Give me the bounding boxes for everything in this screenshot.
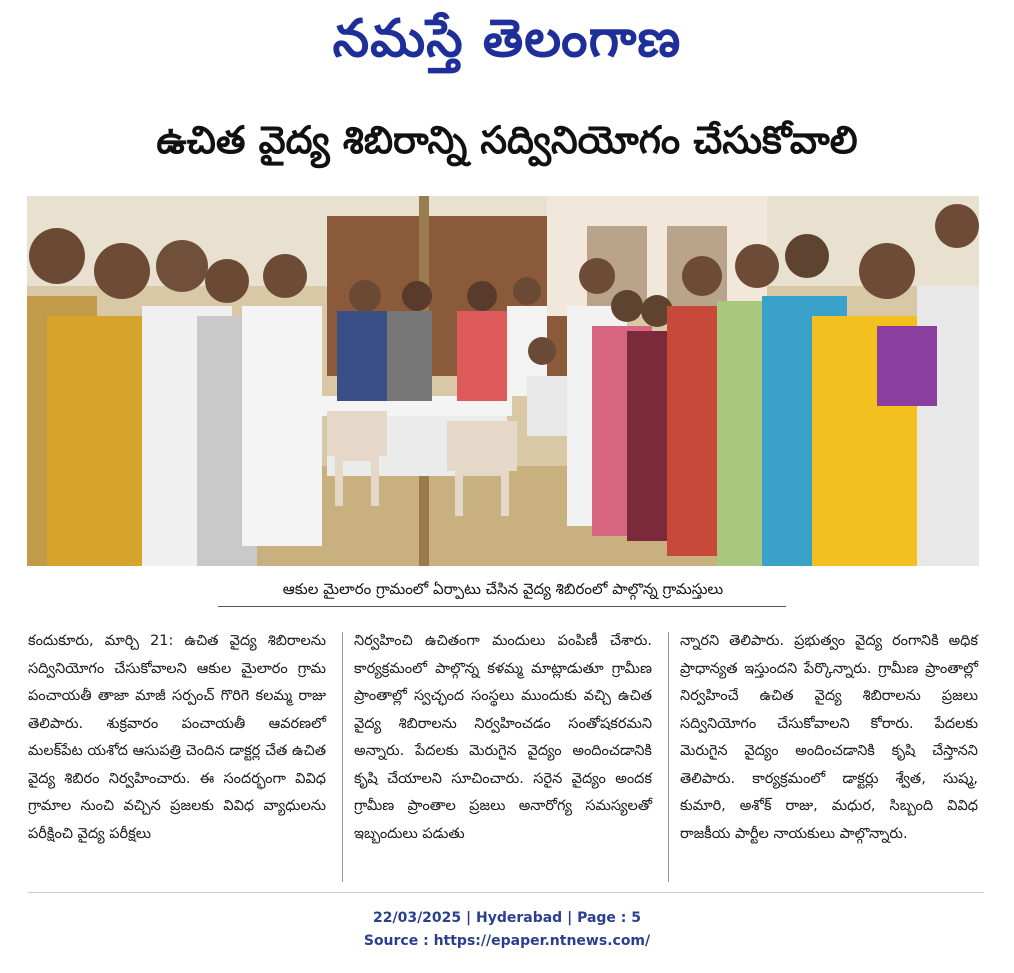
footer-dateline: 22/03/2025 | Hyderabad | Page : 5 (372, 910, 642, 926)
article-column-3: న్నారని తెలిపారు. ప్రభుత్వం వైద్య రంగానికి అధిక ప్రాధాన్యత ఇస్తుందని పేర్కొన్నారు. గ్రామీణ ప్రాంతాల్లో నిర్వహించే ఉచిత వైద్య శిబిరాలను ప్రజలు సద్వినియోగం చేసుకోవాలని కోరారు. పేదలకు మెరుగైన వైద్యం అందించడానికి కృషి చేస్తానని తెలిపారు. కార్యక్రమంలో డాక్టర్లు శ్వేత, సుష్మ, కుమారి, అశోక్ రాజు, మధుర, సిబ్బంది వివిధ రాజకీయ పార్టీల నాయకులు పాల్గొన్నారు. (680, 633, 978, 842)
footer-source-link[interactable]: Source : https://epaper.ntnews.com/ (363, 933, 651, 949)
photo-caption: ఆకుల మైలారం గ్రామంలో ఏర్పాటు చేసిన వైద్య శిబిరంలో పాల్గొన్న గ్రామస్తులు (282, 580, 724, 598)
caption-divider (218, 606, 786, 607)
column-divider (668, 632, 669, 882)
masthead-logo: నమస్తే తెలంగాణ (332, 8, 682, 69)
footer-divider (28, 892, 984, 893)
article-column-1: కందుకూరు, మార్చి 21: ఉచిత వైద్య శిబిరాలను సద్వినియోగం చేసుకోవాలని ఆకుల మైలారం గ్రామ పంచాయతీ తాజా మాజీ సర్పంచ్ గొరిగె కలమ్మ రాజు తెలిపారు. శుక్రవారం పంచాయతీ ఆవరణలో మలక్‌పేట యశోద ఆసుపత్రి చెందిన డాక్టర్ల చేత ఉచిత వైద్య శిబిరం నిర్వహించారు. ఈ సందర్భంగా వివిధ గ్రామాల నుంచి వచ్చిన ప్రజలకు వివిధ వ్యాధులను పరీక్షించి వైద్య పరీక్షలు (28, 633, 326, 842)
article-photo (27, 196, 979, 566)
masthead (0, 2, 1014, 80)
column-divider (342, 632, 343, 882)
article-column-2: నిర్వహించి ఉచితంగా మందులు పంపిణీ చేశారు. కార్యక్రమంలో పాల్గొన్న కళమ్మ మాట్లాడుతూ గ్రామీణ ప్రాంతాల్లో స్వచ్ఛంద సంస్థలు ముందుకు వచ్చి ఉచిత వైద్య శిబిరాలను నిర్వహించడం సంతోషకరమని అన్నారు. పేదలకు మెరుగైన వైద్యం అందించడానికి కృషి చేయాలని సూచించారు. సరైన వైద్యం అందక గ్రామీణ ప్రాంతాల ప్రజలు అనారోగ్య సమస్యలతో ఇబ్బందులు పడుతు (354, 633, 652, 842)
article-headline: ఉచిత వైద్య శిబిరాన్ని సద్వినియోగం చేసుకోవాలి (156, 118, 858, 162)
